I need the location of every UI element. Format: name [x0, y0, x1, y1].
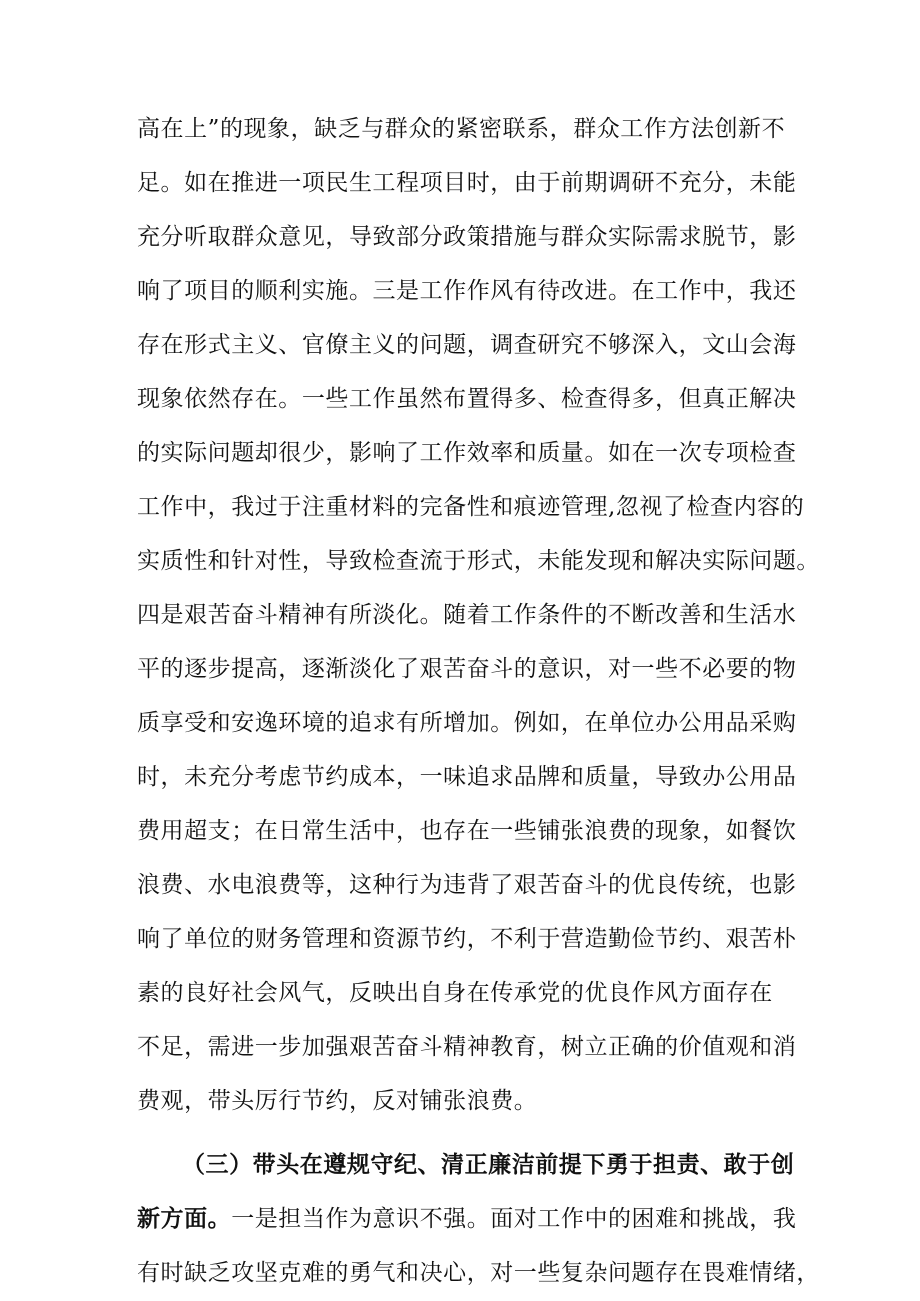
body-text-line: 响了项目的顺利实施。三是工作作风有待改进。在工作中，我还: [137, 278, 797, 304]
body-text-line: 浪费、水电浪费等，这种行为违背了艰苦奋斗的优良传统，也影: [137, 872, 797, 898]
body-text-line: 存在形式主义、官僚主义的问题，调查研究不够深入，文山会海: [137, 332, 797, 358]
body-text-line: 工作中，我过于注重材料的完备性和痕迹管理,忽视了检查内容的: [137, 494, 805, 520]
body-text-line: 高在上”的现象，缺乏与群众的紧密联系，群众工作方法创新不: [137, 116, 786, 142]
section-heading: （三）带头在遵规守纪、清正廉洁前提下勇于担责、敢于创: [182, 1151, 795, 1178]
section-text: 一是担当作为意识不强。面对工作中的困难和挑战，我: [231, 1206, 797, 1232]
body-text-line: 实质性和针对性，导致检查流于形式，未能发现和解决实际问题。: [137, 548, 820, 574]
section-text-line: 有时缺乏攻坚克难的勇气和决心，对一些复杂问题存在畏难情绪，: [137, 1260, 820, 1286]
section-line: [137, 1203, 797, 1235]
body-text-line: 时，未充分考虑节约成本，一味追求品牌和质量，导致办公用品: [137, 764, 797, 790]
body-text-line: 费用超支；在日常生活中，也存在一些铺张浪费的现象，如餐饮: [137, 818, 797, 844]
body-text-line: 足。如在推进一项民生工程项目时，由于前期调研不充分，未能: [137, 170, 797, 196]
body-text-line: 现象依然存在。一些工作虽然布置得多、检查得多，但真正解决: [137, 386, 797, 412]
body-text-line: 平的逐步提高，逐渐淡化了艰苦奋斗的意识，对一些不必要的物: [137, 656, 797, 682]
body-text-line: 的实际问题却很少，影响了工作效率和质量。如在一次专项检查: [137, 440, 797, 466]
body-text-line: 四是艰苦奋斗精神有所淡化。随着工作条件的不断改善和生活水: [137, 602, 797, 628]
body-text-line: 素的良好社会风气，反映出自身在传承党的优良作风方面存在: [137, 980, 773, 1006]
body-text-line: 不足，需进一步加强艰苦奋斗精神教育，树立正确的价值观和消: [137, 1034, 797, 1060]
section-heading-continuation: 新方面。: [137, 1205, 232, 1232]
body-text-line: 质享受和安逸环境的追求有所增加。例如，在单位办公用品采购: [137, 710, 797, 736]
body-text-line: 响了单位的财务管理和资源节约，不利于营造勤俭节约、艰苦朴: [137, 926, 797, 952]
body-text-line: 充分听取群众意见，导致部分政策措施与群众实际需求脱节，影: [137, 224, 797, 250]
body-text-line: 费观，带头厉行节约，反对铺张浪费。: [137, 1088, 538, 1114]
